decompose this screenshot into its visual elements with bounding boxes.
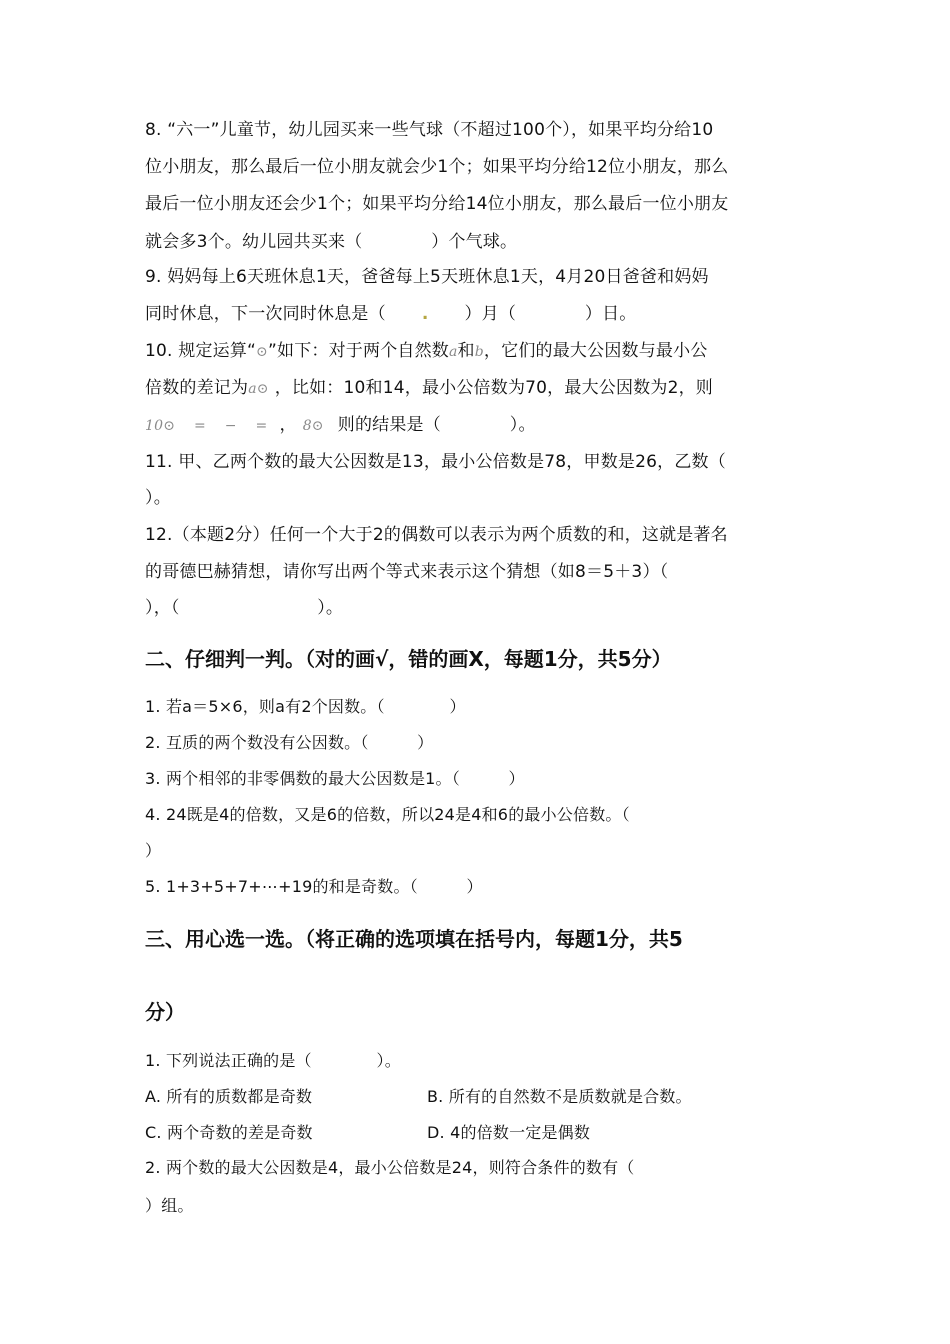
s2-item-4-cont: ） <box>145 841 162 860</box>
s2-item-1: 1. 若a＝5×6，则a有2个因数。（ ） <box>145 697 466 716</box>
s3-q1-option-c: C. 两个奇数的差是奇数 <box>145 1123 313 1142</box>
q12-line-1: 12.（本题2分）任何一个大于2的偶数可以表示为两个质数的和，这就是著名 <box>145 525 728 545</box>
q10-operator-symbol: ⊙ <box>256 344 268 360</box>
q11-line-1: 11. 甲、乙两个数的最大公因数是13，最小公倍数是78，甲数是26，乙数（ <box>145 452 726 472</box>
q8-line-2: 位小朋友，那么最后一位小朋友就会少1个；如果平均分给12位小朋友，那么 <box>145 157 729 177</box>
s3-q1-option-a: A. 所有的质数都是奇数 <box>145 1087 313 1106</box>
q10-example-formula: 10⊙ = − = <box>145 418 268 434</box>
q10-line-3-end: 则的结果是（ ）。 <box>337 415 536 435</box>
s2-item-2: 2. 互质的两个数没有公因数。（ ） <box>145 733 434 752</box>
q9-line-2-start: 同时休息，下一次同时休息是（ <box>145 304 386 324</box>
s3-q1-option-d: D. 4的倍数一定是偶数 <box>427 1123 591 1142</box>
q10-question-formula: 8⊙ <box>302 418 324 434</box>
q11-line-2: ）。 <box>145 488 171 508</box>
q12-line-2: 的哥德巴赫猜想，请你写出两个等式来表示这个猜想（如8＝5＋3）（ <box>145 562 669 582</box>
section-3-title-line-2: 分） <box>145 1000 185 1024</box>
q10-var-b: b <box>474 344 484 360</box>
q10-notation: a⊙ <box>248 381 269 397</box>
s3-q2-line-2: ）组。 <box>145 1196 194 1215</box>
q10-line-1-end: ，它们的最大公因数与最小公 <box>483 341 708 361</box>
q9-line-2 <box>145 303 815 325</box>
q8-line-4: 就会多3个。幼儿园共买来（ ）个气球。 <box>145 232 518 252</box>
s3-q1-options-row-2 <box>145 1122 815 1144</box>
q10-line-2-start: 倍数的差记为 <box>145 378 249 398</box>
q10-line-1 <box>145 340 815 363</box>
s2-item-5: 5. 1+3+5+7+⋯+19的和是奇数。（ ） <box>145 877 483 896</box>
q10-line-1-mid: ”如下：对于两个自然数 <box>267 341 449 361</box>
s3-q1-option-b: B. 所有的自然数不是质数就是合数。 <box>427 1087 692 1106</box>
section-3-title-line-1: 三、用心选一选。（将正确的选项填在括号内，每题1分，共5 <box>145 927 683 951</box>
q10-comma: ， <box>279 415 297 435</box>
section-2-title: 二、仔细判一判。（对的画√，错的画X，每题1分，共5分） <box>145 647 672 671</box>
q8-line-3: 最后一位小朋友还会少1个；如果平均分给14位小朋友，那么最后一位小朋友 <box>145 194 729 214</box>
q10-line-3 <box>145 414 815 437</box>
s3-q1-options-row-1 <box>145 1086 815 1108</box>
q9-line-2-end: ）月（ ）日。 <box>464 304 637 324</box>
q10-line-2 <box>145 377 815 400</box>
q9-blank-dot: . <box>421 304 429 324</box>
q10-line-2-end: ，比如：10和14，最小公倍数为70，最大公因数为2，则 <box>274 378 713 398</box>
q12-line-3: ），（ ）。 <box>145 598 344 618</box>
s3-q2-line-1: 2. 两个数的最大公因数是4，最小公倍数是24，则符合条件的数有（ <box>145 1158 635 1177</box>
q10-var-a: a <box>449 344 458 360</box>
q8-line-1: 8. “六一”儿童节，幼儿园买来一些气球（不超过100个），如果平均分给10 <box>145 120 714 140</box>
q9-line-1: 9. 妈妈每上6天班休息1天，爸爸每上5天班休息1天，4月20日爸爸和妈妈 <box>145 267 709 287</box>
s3-q1-stem: 1. 下列说法正确的是（ ）。 <box>145 1051 401 1070</box>
q10-line-1-start: 10. 规定运算“ <box>145 341 257 361</box>
s2-item-3: 3. 两个相邻的非零偶数的最大公因数是1。（ ） <box>145 769 525 788</box>
s2-item-4: 4. 24既是4的倍数，又是6的倍数，所以24是4和6的最小公倍数。（ <box>145 805 630 824</box>
q10-and: 和 <box>457 341 475 361</box>
